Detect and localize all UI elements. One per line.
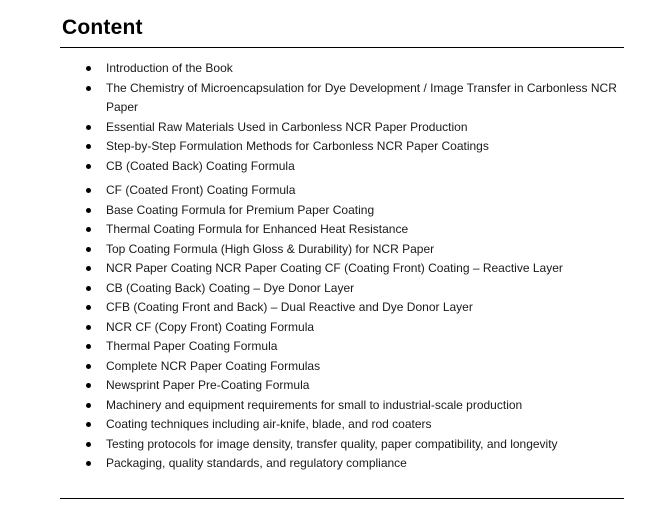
- list-item-text: Introduction of the Book: [106, 61, 233, 75]
- list-item: [0, 201, 671, 221]
- bullet-icon: [86, 247, 91, 252]
- list-item: [0, 79, 671, 118]
- list-item-text: Step-by-Step Formulation Methods for Carbonless NCR Paper Coatings: [106, 139, 489, 153]
- list-item-text: Machinery and equipment requirements for small to industrial-scale production: [106, 397, 523, 412]
- list-item-text: NCR CF (Copy Front) Coating Formula: [106, 319, 315, 334]
- title-divider: [60, 47, 624, 48]
- list-item-text: CFB (Coating Front and Back) – Dual Reactive and Dye Donor Layer: [106, 300, 473, 314]
- list-item: [0, 279, 671, 299]
- bullet-icon: [86, 422, 91, 427]
- list-item-text: CB (Coating Back) Coating – Dye Donor Layer: [106, 280, 355, 295]
- list-item-text: Coating techniques including air-knife, blade, and rod coaters: [106, 417, 432, 431]
- list-item-text: Thermal Coating Formula for Enhanced Heat Resistance: [106, 222, 409, 236]
- list-item: [0, 259, 671, 279]
- list-item: [0, 415, 671, 435]
- bullet-icon: [86, 125, 91, 130]
- list-item-text: Base Coating Formula for Premium Paper Coating: [106, 202, 375, 217]
- bullet-icon: [86, 461, 91, 466]
- bullet-icon: [86, 188, 91, 193]
- bullet-icon: [86, 383, 91, 388]
- list-item-text: Complete NCR Paper Coating Formulas: [106, 358, 321, 373]
- list-item: [0, 357, 671, 377]
- bullet-icon: [86, 286, 91, 291]
- list-item: [0, 435, 671, 455]
- list-item: [0, 181, 671, 201]
- bullet-icon: [86, 86, 91, 91]
- list-item: [0, 318, 671, 338]
- bullet-icon: [86, 305, 91, 310]
- list-item: [0, 137, 671, 157]
- bullet-icon: [86, 144, 91, 149]
- list-item: [0, 396, 671, 416]
- list-item: [0, 220, 671, 240]
- list-item-text: Testing protocols for image density, transfer quality, paper compatibility, and longevity: [106, 436, 558, 451]
- list-item-text: CF (Coated Front) Coating Formula: [106, 183, 296, 197]
- list-item-text: The Chemistry of Microencapsulation for Dye Development / Image Transfer in Carbonless NCR Paper: [106, 80, 617, 114]
- list-item-text: Newsprint Paper Pre-Coating Formula: [106, 378, 310, 392]
- list-item-text: NCR Paper Coating NCR Paper Coating CF (Coating Front) Coating – Reactive Layer: [106, 261, 563, 275]
- list-item-text: Top Coating Formula (High Gloss & Durability) for NCR Paper: [106, 241, 435, 256]
- footer-divider: [60, 498, 624, 499]
- list-item-text: Essential Raw Materials Used in Carbonless NCR Paper Production: [106, 119, 468, 134]
- list-item: [0, 157, 671, 177]
- list-item: [0, 337, 671, 357]
- list-item: [0, 376, 671, 396]
- page-title: Content: [62, 16, 143, 39]
- contents-list: [0, 59, 671, 474]
- list-item: [0, 240, 671, 260]
- bullet-icon: [86, 344, 91, 349]
- list-item-text: CB (Coated Back) Coating Formula: [106, 158, 295, 173]
- list-item-text: Thermal Paper Coating Formula: [106, 339, 278, 353]
- list-item-text: Packaging, quality standards, and regulatory compliance: [106, 456, 407, 470]
- list-item: [0, 454, 671, 474]
- list-item: [0, 298, 671, 318]
- bullet-icon: [86, 442, 91, 447]
- bullet-icon: [86, 325, 91, 330]
- bullet-icon: [86, 403, 91, 408]
- bullet-icon: [86, 364, 91, 369]
- bullet-icon: [86, 66, 91, 71]
- bullet-icon: [86, 266, 91, 271]
- bullet-icon: [86, 208, 91, 213]
- list-item: [0, 59, 671, 79]
- list-item: [0, 118, 671, 138]
- bullet-icon: [86, 164, 91, 169]
- bullet-icon: [86, 227, 91, 232]
